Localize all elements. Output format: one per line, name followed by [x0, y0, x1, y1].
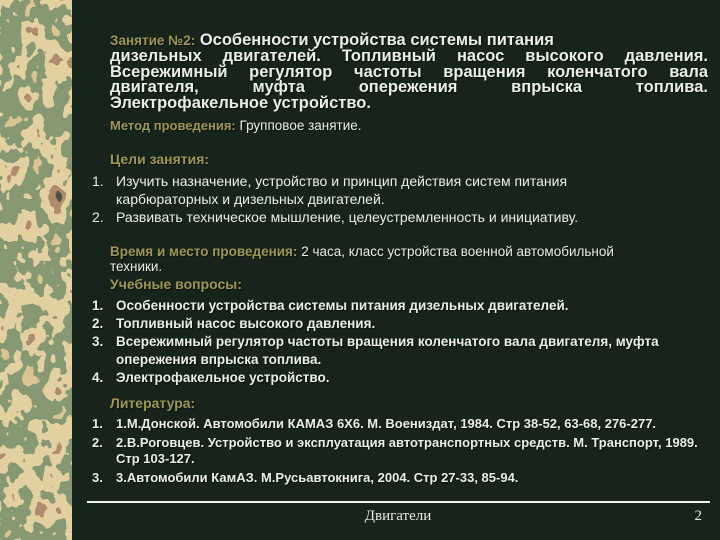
- list-item-text: 1.М.Донской. Автомобили КАМАЗ 6Х6. М. Воениздат, 1984. Стр 38-52, 63-68, 276-277.: [116, 415, 657, 431]
- list-item-number: 1.: [92, 415, 103, 431]
- literature-heading: Литература:: [110, 394, 196, 411]
- list-item: [88, 470, 708, 486]
- lesson-title: [110, 33, 708, 112]
- list-item: [88, 297, 708, 315]
- goals-list: [88, 172, 708, 226]
- list-item-text: 3.Автомобили КамАЗ. М.Русьавтокнига, 2004. Стр 27-33, 85-94.: [116, 469, 519, 485]
- title-line-3: Всережимный регулятор частоты вращения коленчатого вала: [110, 62, 708, 81]
- title-line-4: двигателя, муфта опережения впрыска топлива.: [110, 78, 708, 97]
- list-item-text: Изучить назначение, устройство и принцип действия систем питания карбюраторных и дизельных двигателей.: [116, 172, 568, 207]
- list-item-number: 1.: [92, 297, 104, 313]
- list-item: [88, 333, 708, 369]
- list-item-number: 1.: [92, 172, 104, 189]
- list-item-text: 2.В.Роговцев. Устройство и эксплуатация автотранспортных средств. М. Транспорт, 1989. Стр 103-127.: [116, 434, 698, 466]
- schedule-value: 2 часа, класс устройства военной автомобильной техники.: [110, 243, 614, 274]
- list-item-text: Топливный насос высокого давления.: [116, 315, 376, 331]
- title-text-1: Особенности устройства системы питания: [199, 31, 554, 49]
- questions-list: [88, 297, 708, 387]
- list-item: [88, 315, 708, 333]
- camouflage-pattern: [0, 0, 72, 540]
- list-item-text: Всережимный регулятор частоты вращения коленчатого вала двигателя, муфта опережения впрыска топлива.: [116, 333, 659, 367]
- method-value: Групповое занятие.: [239, 117, 362, 133]
- literature-list: [88, 416, 708, 486]
- list-item-number: 3.: [92, 333, 104, 349]
- list-item-text: Особенности устройства системы питания дизельных двигателей.: [116, 297, 569, 313]
- method-line: [110, 118, 708, 134]
- camouflage-border: [0, 0, 72, 540]
- list-item-text: Электрофакельное устройство.: [116, 369, 330, 385]
- list-item-number: 2.: [92, 434, 103, 450]
- list-item: [88, 416, 708, 432]
- list-item-number: 3.: [92, 469, 103, 485]
- schedule-line: [110, 244, 708, 274]
- schedule-label: Время и место проведения:: [110, 243, 298, 259]
- title-line-5: Электрофакельное устройство.: [110, 94, 371, 113]
- lesson-number-label: Занятие №2:: [110, 33, 196, 48]
- list-item: [88, 172, 708, 208]
- questions-heading: Учебные вопросы:: [110, 275, 242, 292]
- list-item-number: 2.: [92, 315, 104, 331]
- list-item: [88, 369, 708, 387]
- footer-section-title: Двигатели: [364, 508, 432, 524]
- list-item-text: Развивать техническое мышление, целеустремленность и инициативу.: [116, 208, 579, 225]
- goals-heading: Цели занятия:: [110, 150, 210, 167]
- slide-content: [88, 0, 708, 489]
- page-number: 2: [694, 508, 702, 524]
- footer-divider-line: [87, 501, 710, 503]
- title-line-2: дизельных двигателей. Топливный насос высокого давления.: [110, 46, 708, 65]
- list-item-number: 4.: [92, 369, 104, 385]
- list-item: [88, 435, 708, 467]
- footer: [88, 508, 708, 532]
- method-label: Метод проведения:: [110, 117, 236, 133]
- list-item: [88, 208, 708, 226]
- list-item-number: 2.: [92, 208, 104, 225]
